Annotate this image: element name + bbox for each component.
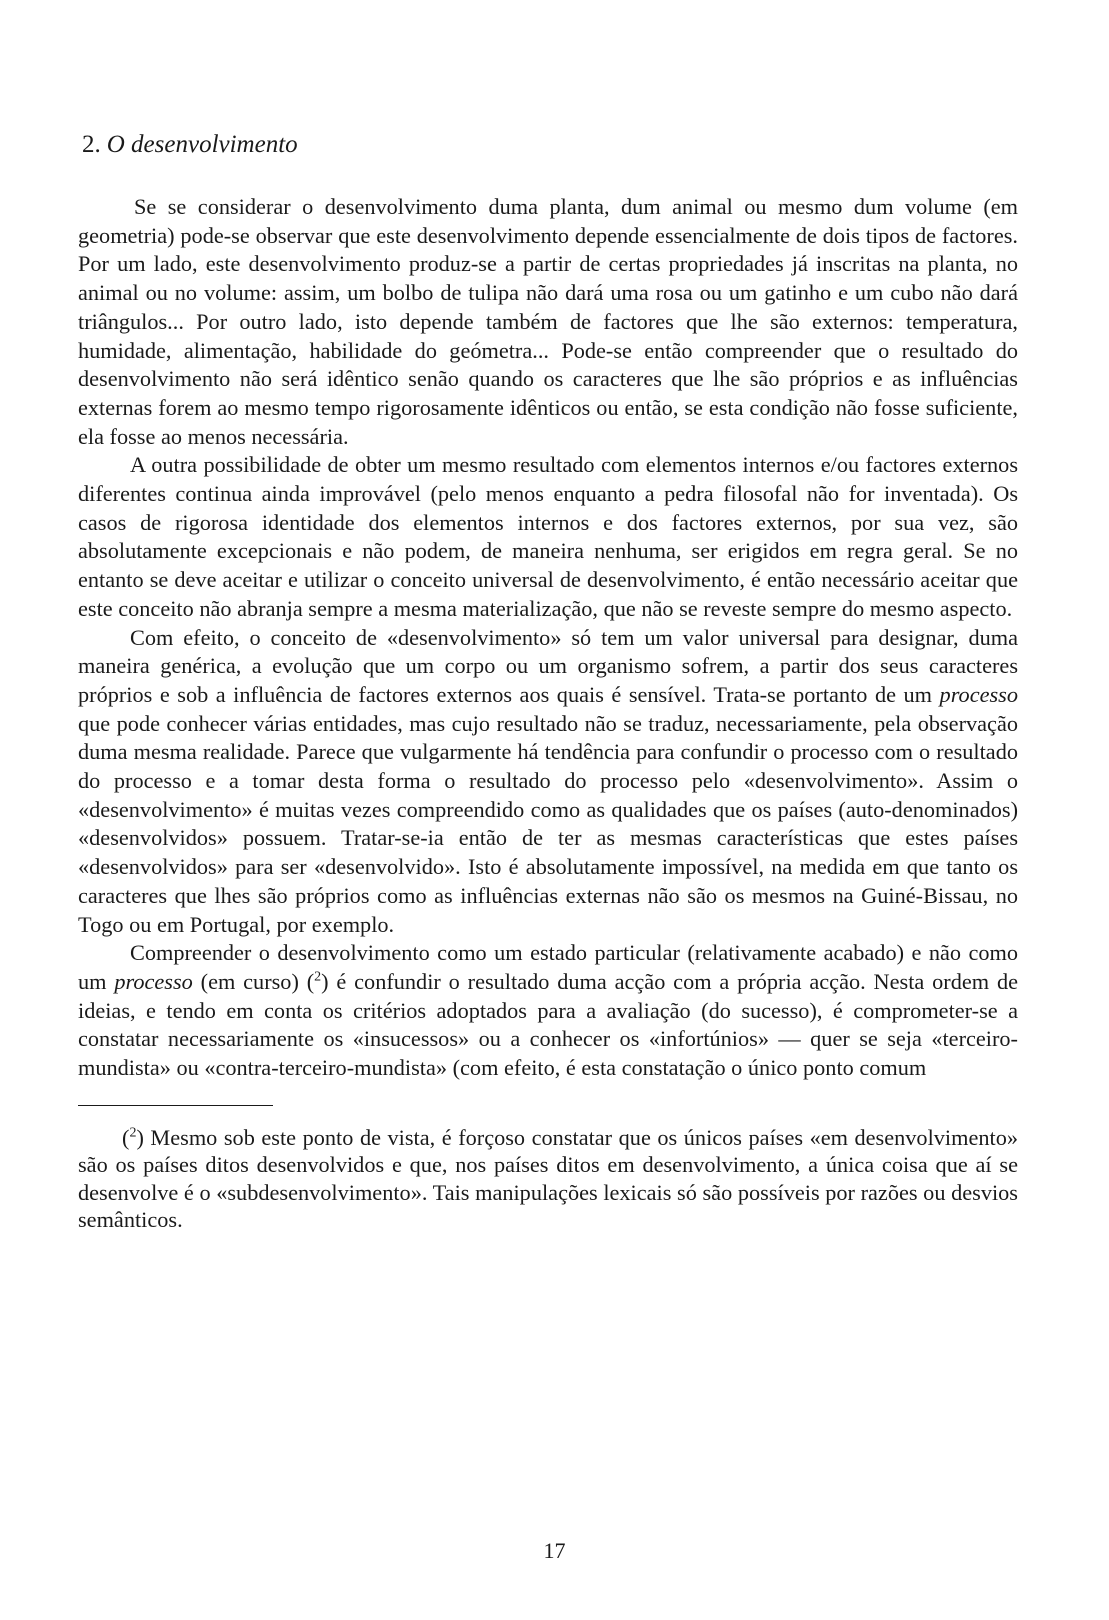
paragraph-4-text-b: (em curso) (	[192, 968, 315, 994]
page-number: 17	[543, 1538, 566, 1563]
section-heading	[82, 130, 1018, 160]
paragraph-4-text-a: Compreender o desenvolvimento como um estado particular (relativamente acabado) e não como um	[78, 940, 1018, 994]
section-title: O desenvolvimento	[106, 131, 298, 158]
paragraph-1: Se se considerar o desenvolvimento duma planta, dum animal ou mesmo dum volume (em geometria) pode-se observar que este desenvolvimento depende essencialmente de dois tipos de factores. Por um lado, este desenvolvimento produz-se a partir de certas propriedades já inscritas na planta, no animal ou no volume: assim, um bolbo de tulipa não dará uma rosa ou um gatinho e um cubo não dará triângulos... Por outro lado, isto depende também de factores que lhe são externos: temperatura, humidade, alimentação, habilidade do geómetra... Pode-se então compreender que o resultado do desenvolvimento não será idêntico senão quando os caracteres que lhe são próprios e as influências externas forem ao mesmo tempo rigorosamente idênticos ou então, se esta condição não fosse suficiente, ela fosse ao menos necessária.	[78, 194, 1018, 449]
paragraph-4-emphasis: processo	[114, 968, 193, 994]
paragraph-4	[78, 939, 1018, 1083]
footnote-reference: 2	[314, 969, 322, 985]
body-text	[78, 193, 1018, 1083]
paragraph-3-text-a: Com efeito, o conceito de «desenvolvimento» só tem um valor universal para designar, duma maneira genérica, a evolução que um corpo ou um organismo sofrem, a partir dos seus caracteres próprios e sob a influência de factores externos aos quais é sensível. Trata-se portanto de um	[78, 624, 1018, 707]
paragraph-2: A outra possibilidade de obter um mesmo resultado com elementos internos e/ou factores externos diferentes continua ainda improvável (pelo menos enquanto a pedra filosofal não for inventada). Os casos de rigorosa identidade dos elementos internos e dos factores externos, por sua vez, são absolutamente excepcionais e não podem, de maneira nenhuma, ser erigidos em regra geral. Se no entanto se deve aceitar e utilizar o conceito universal de desenvolvimento, é então necessário aceitar que este conceito não abranja sempre a mesma materialização, que não se reveste sempre do mesmo aspecto.	[78, 452, 1018, 621]
footnote-close-paren: )	[136, 1124, 144, 1150]
footnote-marker: 2	[129, 1125, 137, 1141]
paragraph-4-text-c: ) é confundir o resultado duma acção com a própria acção. Nesta ordem de ideias, e tendo em conta os critérios adoptados para a avaliação (do sucesso), é comprometer-se a constatar necessariamente os «insucessos» ou a conhecer os «infortúnios» — quer se seja «terceiro-mundista» ou «contra-terceiro-mundista» (com efeito, é esta constatação o único ponto comum	[78, 968, 1018, 1081]
paragraph-3-emphasis: processo	[939, 681, 1018, 707]
paragraph-3	[78, 624, 1018, 940]
section-number: 2.	[82, 131, 101, 158]
footnote-open-paren: (	[122, 1124, 130, 1150]
paragraph-3-text-b: que pode conhecer várias entidades, mas cujo resultado não se traduz, necessariamente, pela observação duma mesma realidade. Parece que vulgarmente há tendência para confundir o processo com o resultado do processo e a tomar desta forma o resultado do processo pelo «desenvolvimento». Assim o «desenvolvimento» é muitas vezes compreendido como as qualidades que os países (auto-denominados) «desenvolvidos» possuem. Tratar-se-ia então de ter as mesmas características que estes países «desenvolvidos» para ser «desenvolvido». Isto é absolutamente impossível, na medida em que tanto os caracteres que lhes são próprios como as influências externas não são os mesmos na Guiné-Bissau, no Togo ou em Portugal, por exemplo.	[78, 710, 1018, 937]
footnote-text: Mesmo sob este ponto de vista, é forçoso constatar que os únicos países «em desenvolvimento» são os países ditos desenvolvidos e que, nos países ditos em desenvolvimento, a única coisa que aí se desenvolve é o «subdesenvolvimento». Tais manipulações lexicais só são possíveis por razões ou desvios semânticos.	[78, 1124, 1018, 1233]
footnote	[78, 1124, 1018, 1234]
page-content	[78, 130, 1018, 1234]
footnote-divider	[78, 1105, 273, 1106]
